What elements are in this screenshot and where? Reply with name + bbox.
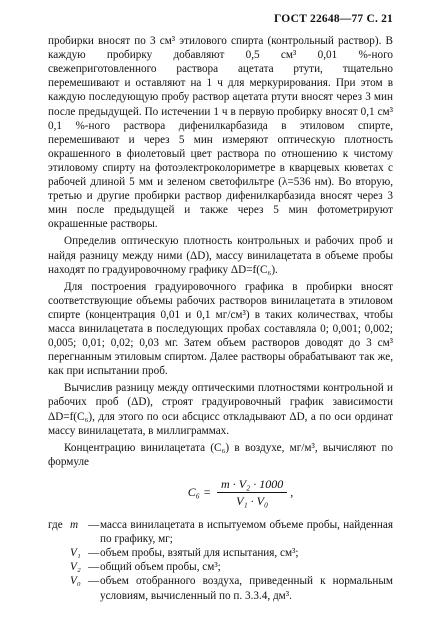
definition-text: объем пробы, взятый для испытания, см³; (100, 547, 299, 560)
definition-dash: — (88, 561, 100, 574)
definition-row (48, 574, 393, 602)
formula (88, 477, 393, 508)
paragraph: Определив оптическую плотность контрольных и рабочих проб и найдя разницу между ними (ΔD), массу винилацетата в объеме пробы находят по градуировочному графику ΔD=f(C₆). (48, 235, 393, 276)
page-header: ГОСТ 22648—77 С. 21 (274, 13, 393, 25)
definition-row (48, 518, 393, 546)
paragraph: Вычислив разницу между оптическими плотностями контрольной и рабочих проб (ΔD), строят градуировочный график зависимости ΔD=f(C₆), для этого по оси абсцисс откладывают ΔD, а по оси ординат массу винилацетата, в миллиграммах. (48, 382, 393, 437)
paragraph: пробирки вносят по 3 см³ этилового спирта (контрольный раствор). В каждую пробирку добавляют 0,5 см³ 0,01 %-ного свежеприготовленного раствора ацетата ртути, тщательно перемешивают и оставляют на 1 ч для меркурирования. При этом в каждую последующую пробу раствор ацетата ртути вносят через 3 мин после предыдущей. По истечении 1 ч в первую пробирку вносят 0,1 см³ 0,1 %-ного раствора дифенилкарбазида в этиловом спирте, перемешивают и через 5 мин измеряют оптическую плотность окрашенного в фиолетовый цвет раствора по отношению к чистому этиловому спирту на фотоэлектроколориметре в кварцевых кюветах с рабочей длиной 5 мм и зеленом светофильтре (λ=536 нм). Во вторую, третью и другие пробирки раствор дифенилкарбазида вносят через 3 мин после предыдущей и также через 5 мин фотометрируют окрашенные растворы. (48, 35, 393, 231)
definitions-intro: где (48, 519, 63, 532)
definition-symbol: m (70, 519, 79, 532)
definition-row (48, 546, 393, 560)
formula-numerator: m · V₂ · 1000 (217, 477, 287, 493)
definition-symbol: V₀ (70, 575, 81, 588)
definition-text: масса винилацетата в испытуемом объеме пробы, найденная по графику, мг; (100, 519, 393, 546)
definitions-list (48, 518, 393, 603)
paragraph: Концентрацию винилацетата (C₆) в воздухе, мг/м³, вычисляют по формуле (48, 441, 393, 468)
definition-text: общий объем пробы, см³; (100, 561, 221, 574)
definition-symbol: V₂ (70, 561, 81, 574)
definition-dash: — (88, 519, 100, 532)
definition-dash: — (88, 547, 100, 560)
definition-symbol: V₁ (70, 547, 81, 560)
definition-text: объем отобранного воздуха, приведенный к нормальным условиям, вычисленный по п. 3.3.4, дм³. (100, 575, 393, 602)
formula-denominator: V₁ · V₀ (236, 494, 269, 508)
formula-lhs: C₆ = (187, 485, 212, 500)
paragraph: Для построения градуировочного графика в пробирки вносят соответствующие объемы рабочих растворов винилацетата в этиловом спирте (концентрация 0,01 и 0,1 мг/см³) в таких количествах, чтобы масса винилацетата в последующих пробах составляла 0; 0,001; 0,002; 0,005; 0,01; 0,02; 0,03 мг. Затем объем растворов доводят до 3 см³ перегнанным этиловым спиртом. Далее растворы обрабатывают так же, как при испытании проб. (48, 280, 393, 378)
definition-row (48, 560, 393, 574)
definition-dash: — (88, 575, 100, 588)
formula-fraction (217, 477, 287, 508)
formula-tail: , (290, 485, 294, 500)
